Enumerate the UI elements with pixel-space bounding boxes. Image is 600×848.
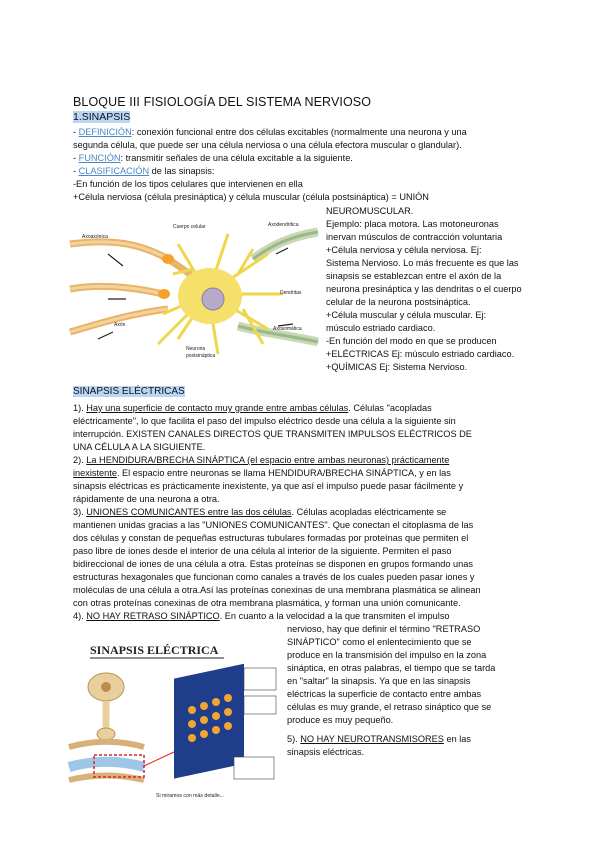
- label-axodendritica: Axodendrítica: [268, 222, 299, 228]
- muscular-line1: +Célula muscular y célula muscular. Ej:: [326, 310, 487, 320]
- clasificacion-line: - CLASIFICACIÓN de las sinapsis:: [73, 166, 215, 176]
- p2-line2: inexistente. El espacio entre neuronas se llama HENDIDURA/BRECHA SINÁPTICA, y en las: [73, 468, 451, 478]
- p1-line2: eléctricamente", lo que facilita el paso del impulso eléctrico desde una célula a la siguiente sin: [73, 416, 456, 426]
- p4-line3: SINÁPTICO" como el enlentecimiento que se: [287, 637, 472, 647]
- definicion-line2: segunda célula, que puede ser una célula nerviosa o una célula efectora muscular o glandular).: [73, 140, 462, 150]
- p4-line9: produce es muy pequeño.: [287, 715, 394, 725]
- p3-line8: con otras proteínas conexinas de otra membrana plasmática, y forman una unión comunicante.: [73, 598, 461, 608]
- p5-line2: sinapsis eléctricas.: [287, 747, 365, 757]
- p3-line3: dos células y constan de pequeñas estructuras tubulares formadas por proteínas que permiten el: [73, 533, 469, 543]
- label-postsinaptica: postsináptica: [186, 353, 216, 359]
- label-dendritas: Dendritas: [280, 290, 302, 296]
- p4-line5: sináptica, en otras palabras, el tiempo que se tarda: [287, 663, 496, 673]
- p2-line4: rápidamente de una neurona a otra.: [73, 494, 220, 504]
- quimicas-line: +QUÍMICAS Ej: Sistema Nervioso.: [326, 362, 468, 372]
- p4-line4: produce en la transmisión del impulso en la zona: [287, 650, 487, 660]
- p2-line3: sinapsis eléctricas es prácticamente inexistente, ya que así el impulso puede pasar fácilmente y: [73, 481, 464, 491]
- p4-line1: 4). NO HAY RETRASO SINÁPTICO. En cuanto a la velocidad a la que transmiten el impulso: [73, 611, 450, 621]
- p1-line1: 1). Hay una superficie de contacto muy grande entre ambas células. Células "acopladas: [73, 403, 432, 413]
- nerviosa-line5: celular de la neurona postsináptica.: [326, 297, 471, 307]
- label-axoaxonica: Axoaxónica: [82, 234, 108, 240]
- p4-line2: nervioso, hay que definir el término "RETRASO: [287, 624, 481, 634]
- ejemplo-line1: Ejemplo: placa motora. Las motoneuronas: [326, 219, 499, 229]
- p3-line5: bidireccional de iones de una célula a otra. Estas proteínas se disponen en grupos formando unas: [73, 559, 473, 569]
- clasificacion-text: de las sinapsis:: [149, 166, 215, 176]
- p3-line4: paso libre de iones desde el interior de una célula al interior de la siguiente. Permiten el paso: [73, 546, 452, 556]
- nerviosa-line2: Sistema Nervioso. Lo más frecuente es que las: [326, 258, 519, 268]
- p1-line3: interrupción. EXISTEN CANALES DIRECTOS QUE TRANSMITEN IMPULSOS ELÉCTRICOS DE: [73, 429, 472, 439]
- p4-line6: en "saltar" la sinapsis. Ya que en las sinapsis: [287, 676, 471, 686]
- tipos-line2: +Célula nerviosa (célula presináptica) y célula muscular (célula postsináptica) = UNIÓN: [73, 192, 429, 202]
- muscular-line2: músculo estriado cardiaco.: [326, 323, 436, 333]
- p5-line1: 5). NO HAY NEUROTRANSMISORES en las: [287, 734, 471, 744]
- section-heading-sinapsis: 1.SINAPSIS: [73, 111, 131, 123]
- label-axon: Axón: [114, 322, 126, 328]
- nerviosa-line3: sinapsis se establezcan entre el axón de la: [326, 271, 502, 281]
- nerviosa-line4: neurona presináptica y las dendritas o el cuerpo: [326, 284, 522, 294]
- label-cuerpo-celular: Cuerpo celular: [173, 224, 206, 230]
- page-title: BLOQUE III FISIOLOGÍA DEL SISTEMA NERVIOSO: [73, 95, 372, 109]
- electrical-synapse-illustration: [64, 632, 284, 802]
- funcion-text: : transmitir señales de una célula excitable a la siguiente.: [120, 153, 353, 163]
- nerviosa-line1: +Célula nerviosa y célula nerviosa. Ej:: [326, 245, 482, 255]
- electrical-synapse-figure: [64, 632, 284, 802]
- p3-line1: 3). UNIONES COMUNICANTES entre las dos células. Células acopladas eléctricamente se: [73, 507, 447, 517]
- tipos-line1: -En función de los tipos celulares que intervienen en ella: [73, 179, 303, 189]
- definicion-link[interactable]: DEFINICIÓN: [78, 127, 132, 137]
- p4-line8: células es muy grande, el retraso sináptico que se: [287, 702, 492, 712]
- neuron-figure: [68, 214, 320, 360]
- p3-line7: moléculas de una célula a otra.Así las proteínas conexinas de una membrana plasmática se alinean: [73, 585, 481, 595]
- p3-line6: estructuras hexagonales que funcionan como canales a través de los cuales pueden pasar iones y: [73, 572, 475, 582]
- funcion-link[interactable]: FUNCIÓN: [78, 153, 121, 163]
- electricas-line: +ELÉCTRICAS Ej: músculo estriado cardiaco.: [326, 349, 515, 359]
- funcion-line: - FUNCIÓN: transmitir señales de una célula excitable a la siguiente.: [73, 153, 353, 163]
- modo-line: -En función del modo en que se producen: [326, 336, 497, 346]
- figure2-title: SINAPSIS ELÉCTRICA: [90, 643, 219, 657]
- definicion-text: : conexión funcional entre dos células excitables (normalmente una neurona y una: [131, 127, 467, 137]
- p4-line7: eléctricas la superficie de contacto entre ambas: [287, 689, 482, 699]
- neuron-illustration: [68, 214, 320, 360]
- p2-line1: 2). La HENDIDURA/BRECHA SINÁPTICA (el espacio entre ambas neuronas) prácticamente: [73, 455, 450, 465]
- label-neurona: Neurona: [186, 346, 206, 352]
- clasificacion-link[interactable]: CLASIFICACIÓN: [78, 166, 150, 176]
- figure2-caption: Si miramos con más detalle...: [156, 793, 225, 799]
- p3-line2: mantienen unidas gracias a las "UNIONES COMUNICANTES". Que conectan el citoplasma de las: [73, 520, 474, 530]
- section-heading-electricas: SINAPSIS ELÉCTRICAS: [73, 386, 185, 397]
- ejemplo-line2: inervan músculos de contracción voluntaria: [326, 232, 503, 242]
- label-axosomatica: Axosomática: [273, 326, 302, 332]
- tipos-line3: NEUROMUSCULAR.: [326, 206, 414, 216]
- p1-line4: UNA CÉLULA A LA SIGUIENTE.: [73, 442, 206, 452]
- definicion-line: - DEFINICIÓN: conexión funcional entre dos células excitables (normalmente una neurona y una: [73, 127, 467, 137]
